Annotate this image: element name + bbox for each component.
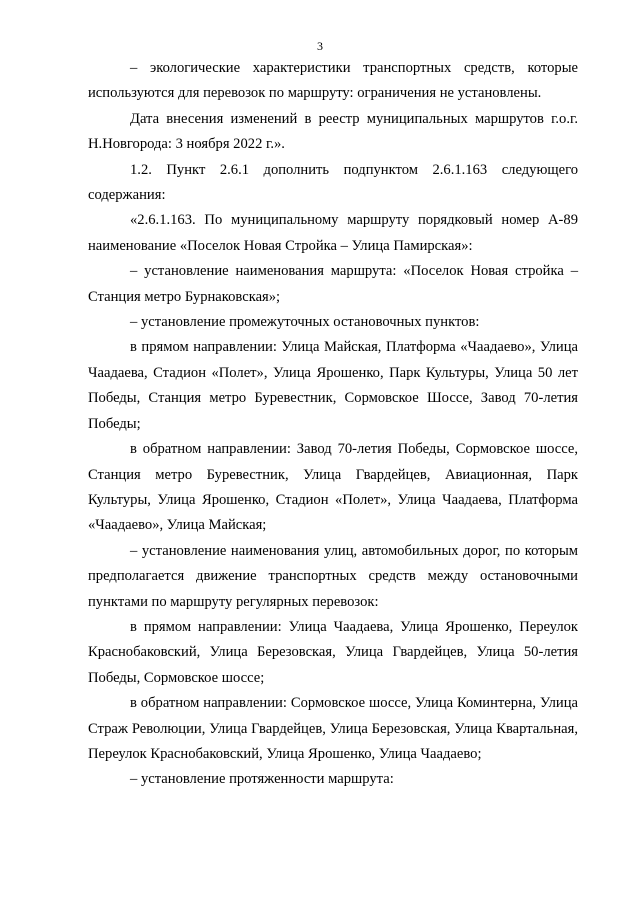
paragraph-route-length-heading: – установление протяженности маршрута: <box>130 771 394 788</box>
paragraph-streets-heading: – установление наименования улиц, автомобильных дорог, по которым предполагается движение транспортных средств между остановочными пунктами по маршруту регулярных перевозок: <box>88 542 578 610</box>
paragraph-registry-change-date: Дата внесения изменений в реестр муниципальных маршрутов г.о.г. Н.Новгорода: 3 ноября 2022 г.». <box>88 110 578 153</box>
paragraph-reverse-stops: в обратном направлении: Завод 70-летия Победы, Сормовское шоссе, Станция метро Буревестник, Улица Гвардейцев, Авиационная, Парк Культуры, Улица Ярошенко, Стадион «Полет», Улица Чаадаева, Платформа «Чаадаево», Улица Майская; <box>88 441 578 534</box>
page-number: 3 <box>317 39 323 53</box>
document-body <box>88 56 578 793</box>
paragraph-reverse-streets: в обратном направлении: Сормовское шоссе, Улица Коминтерна, Улица Страж Революции, Улица Гвардейцев, Улица Березовская, Улица Квартальная, Переулок Краснобаковский, Улица Ярошенко, Улица Чаадаево; <box>88 695 578 762</box>
paragraph-forward-stops: в прямом направлении: Улица Майская, Платформа «Чаадаево», Улица Чаадаева, Стадион «Полет», Улица Ярошенко, Парк Культуры, Улица 50 лет Победы, Станция метро Буревестник, Сормовское Шоссе, Завод 70-летия Победы; <box>88 339 578 432</box>
paragraph-route-name: – установление наименования маршрута: «Поселок Новая стройка – Станция метро Бурнаковская»; <box>88 263 578 305</box>
paragraph-ecological-characteristics: – экологические характеристики транспортных средств, которые используются для перевозок по маршруту: ограничения не установлены. <box>88 60 578 102</box>
paragraph-subitem-2-6-1-163: «2.6.1.163. По муниципальному маршруту порядковый номер А-89 наименование «Поселок Новая Стройка – Улица Памирская»: <box>88 212 578 254</box>
paragraph-intermediate-stops-heading: – установление промежуточных остановочных пунктов: <box>130 314 480 331</box>
paragraph-forward-streets: в прямом направлении: Улица Чаадаева, Улица Ярошенко, Переулок Краснобаковский, Улица Березовская, Улица Гвардейцев, Улица 50-летия Победы, Сормовское шоссе; <box>88 618 578 686</box>
paragraph-item-1-2: 1.2. Пункт 2.6.1 дополнить подпунктом 2.6.1.163 следующего содержания: <box>88 161 578 204</box>
